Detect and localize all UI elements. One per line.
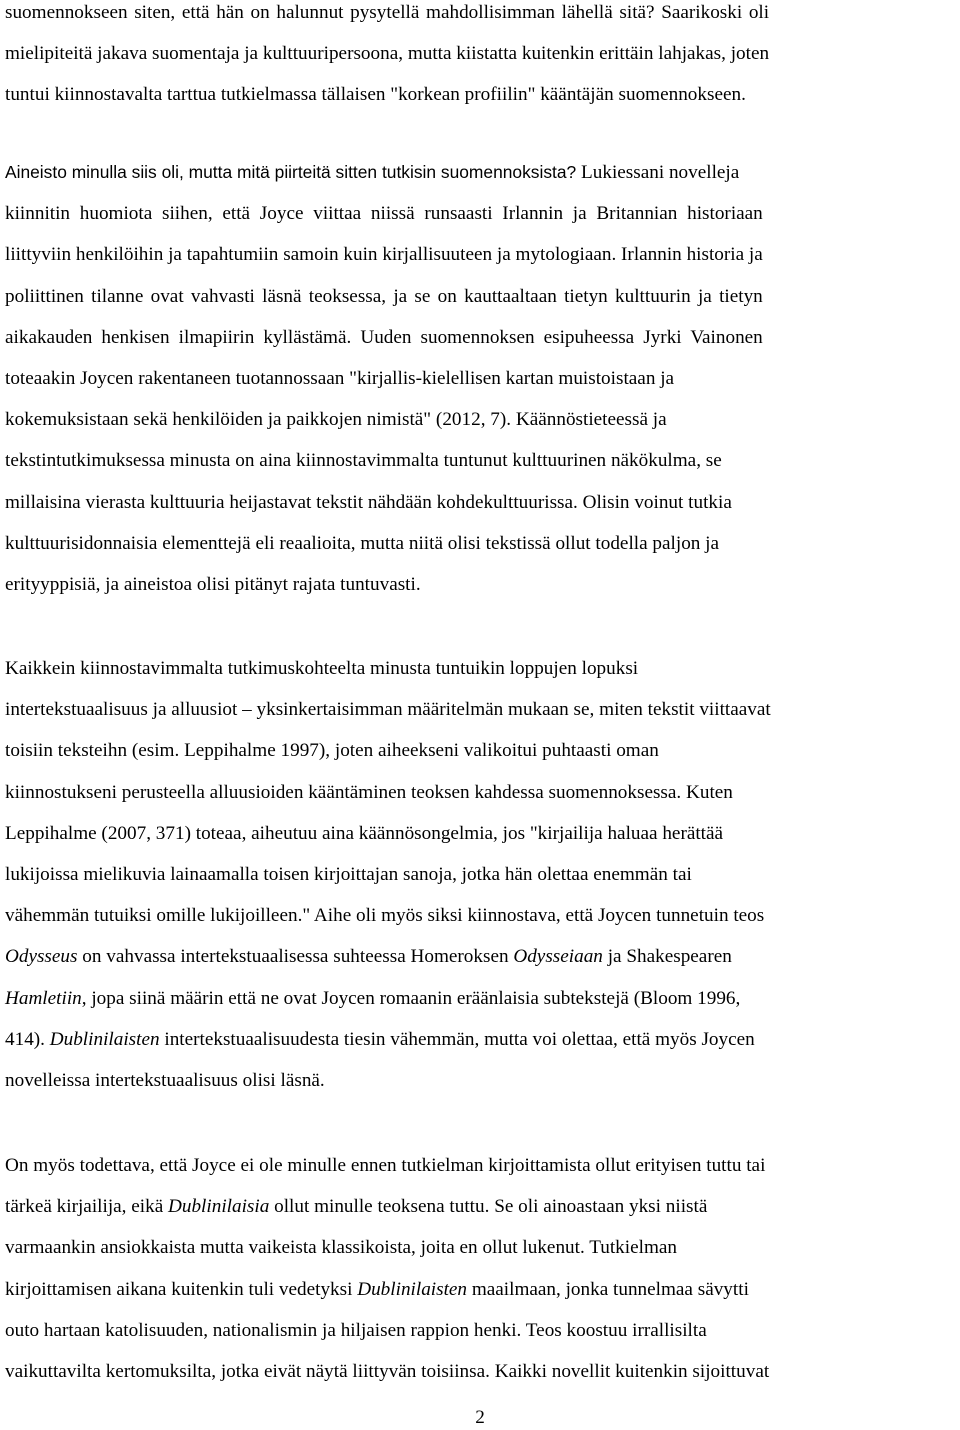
text-span: ja Shakespearen [602, 946, 732, 968]
text-line: tuntui kiinnostavalta tarttua tutkielmassa tällaisen "korkean profiilin" kääntäjän suomennokseen. [5, 84, 746, 106]
text-line: vaikuttavilta kertomuksilta, jotka eivät näytä liittyvän toisiinsa. Kaikki novellit kuitenkin sijoittuvat [5, 1360, 770, 1382]
paragraph-3 [5, 648, 771, 1101]
text-span: tärkeä kirjailija, eikä [5, 1196, 169, 1218]
text-line: toteaakin Joycen rakentaneen tuotannossaan "kirjallis-kielellisen kartan muistoistaan ja [5, 367, 675, 389]
title-odysseus: Odysseus [5, 946, 78, 968]
text-line [5, 978, 771, 1019]
text-line: poliittinen tilanne ovat vahvasti läsnä teoksessa, ja se on kauttaaltaan tietyn kulttuurin ja tietyn [5, 285, 763, 307]
title-dublinilaisten: Dublinilaisten [357, 1278, 468, 1300]
text-span: , jopa siinä määrin että ne ovat Joycen romaanin eräänlaisia subtekstejä (Bloom 1996, [81, 987, 741, 1009]
text-line [5, 152, 763, 193]
text-line: kiinnitin huomiota siihen, että Joyce viittaa niissä runsaasti Irlannin ja Britannian historiaan [5, 203, 763, 225]
paragraph-2 [5, 152, 763, 605]
text-span: on vahvassa intertekstuaalisessa suhteessa Homeroksen [77, 946, 514, 968]
title-odysseiaan: Odysseiaan [513, 946, 603, 968]
text-line: aikakauden henkisen ilmapiirin kyllästämä. Uuden suomennoksen esipuheessa Jyrki Vainonen [5, 326, 763, 348]
text-line: intertekstuaalisuus ja alluusiot – yksinkertaisimman määritelmän mukaan se, miten tekstit viittaavat [5, 699, 771, 721]
serif-text: Lukiessani novelleja [576, 162, 740, 183]
text-line: erityyppisiä, ja aineistoa olisi pitänyt rajata tuntuvasti. [5, 573, 421, 595]
title-dublinilaisten: Dublinilaisten [49, 1028, 160, 1050]
paragraph-1 [5, 0, 769, 116]
text-line: tekstintutkimuksessa minusta on aina kiinnostavimmalta tuntunut kulttuurinen näkökulma, se [5, 450, 722, 472]
text-line [5, 1019, 771, 1060]
text-span: ollut minulle teoksena tuttu. Se oli ainoastaan yksi niistä [269, 1196, 708, 1218]
text-line: Leppihalme (2007, 371) toteaa, aiheutuu aina käännösongelmia, jos "kirjailija haluaa herättää [5, 822, 724, 844]
title-dublinilaisia: Dublinilaisia [168, 1196, 270, 1218]
text-line [5, 1186, 769, 1227]
text-line: millaisina vierasta kulttuuria heijastavat tekstit nähdään kohdekulttuurissa. Olisin voinut tutkia [5, 491, 732, 513]
text-line: toisiin teksteihn (esim. Leppihalme 1997), joten aiheekseni valikoitui puhtaasti oman [5, 740, 659, 762]
text-span: intertekstuaalisuudesta tiesin vähemmän, mutta voi olettaa, että myös Joycen [159, 1028, 755, 1050]
text-line: suomennokseen siten, että hän on halunnut pysytellä mahdollisimman lähellä sitä? Saarikoski oli [5, 2, 770, 23]
text-span: 414). [5, 1028, 50, 1050]
text-line: varmaankin ansiokkaista mutta vaikeista klassikoista, joita en ollut lukenut. Tutkielman [5, 1237, 677, 1259]
text-span: maailmaan, jonka tunnelmaa sävytti [467, 1278, 749, 1300]
text-line [5, 1269, 769, 1310]
text-line: liittyviin henkilöihin ja tapahtumiin samoin kuin kirjallisuuteen ja mytologiaan. Irlannin historia ja [5, 244, 763, 266]
paragraph-4 [5, 1145, 769, 1392]
page-number: 2 [475, 1407, 485, 1428]
text-line [5, 936, 771, 977]
text-line: kulttuurisidonnaisia elementtejä eli reaalioita, mutta niitä olisi tekstissä ollut todella paljon ja [5, 532, 720, 554]
text-line: kokemuksistaan sekä henkilöiden ja paikkojen nimistä" (2012, 7). Käännöstieteessä ja [5, 409, 667, 431]
text-line: On myös todettava, että Joyce ei ole minulle ennen tutkielman kirjoittamista ollut erityisen tuttu tai [5, 1155, 766, 1176]
text-line: Kaikkein kiinnostavimmalta tutkimuskohteelta minusta tuntuikin loppujen lopuksi [5, 658, 639, 679]
text-span: kirjoittamisen aikana kuitenkin tuli vedetyksi [5, 1278, 358, 1300]
text-line: outo hartaan katolisuuden, nationalismin ja hiljaisen rappion henki. Teos koostuu irrallisilta [5, 1319, 707, 1341]
title-hamletiin: Hamletiin [5, 987, 82, 1009]
sans-text: Aineisto minulla siis oli, mutta mitä piirteitä sitten tutkisin suomennoksista? [5, 162, 577, 182]
text-line: mielipiteitä jakava suomentaja ja kulttuuripersoona, mutta kiistatta kuitenkin erittäin lahjakas, joten [5, 43, 770, 65]
text-line: vähemmän tutuiksi omille lukijoilleen." Aihe oli myös siksi kiinnostava, että Joycen tunnetuin teos [5, 905, 765, 927]
text-line: kiinnostukseni perusteella alluusioiden kääntäminen teoksen kahdessa suomennoksessa. Kuten [5, 781, 733, 803]
text-line: novelleissa intertekstuaalisuus olisi läsnä. [5, 1069, 325, 1091]
text-line: lukijoissa mielikuvia lainaamalla toisen kirjoittajan sanoja, jotka hän olettaa enemmän tai [5, 863, 692, 885]
